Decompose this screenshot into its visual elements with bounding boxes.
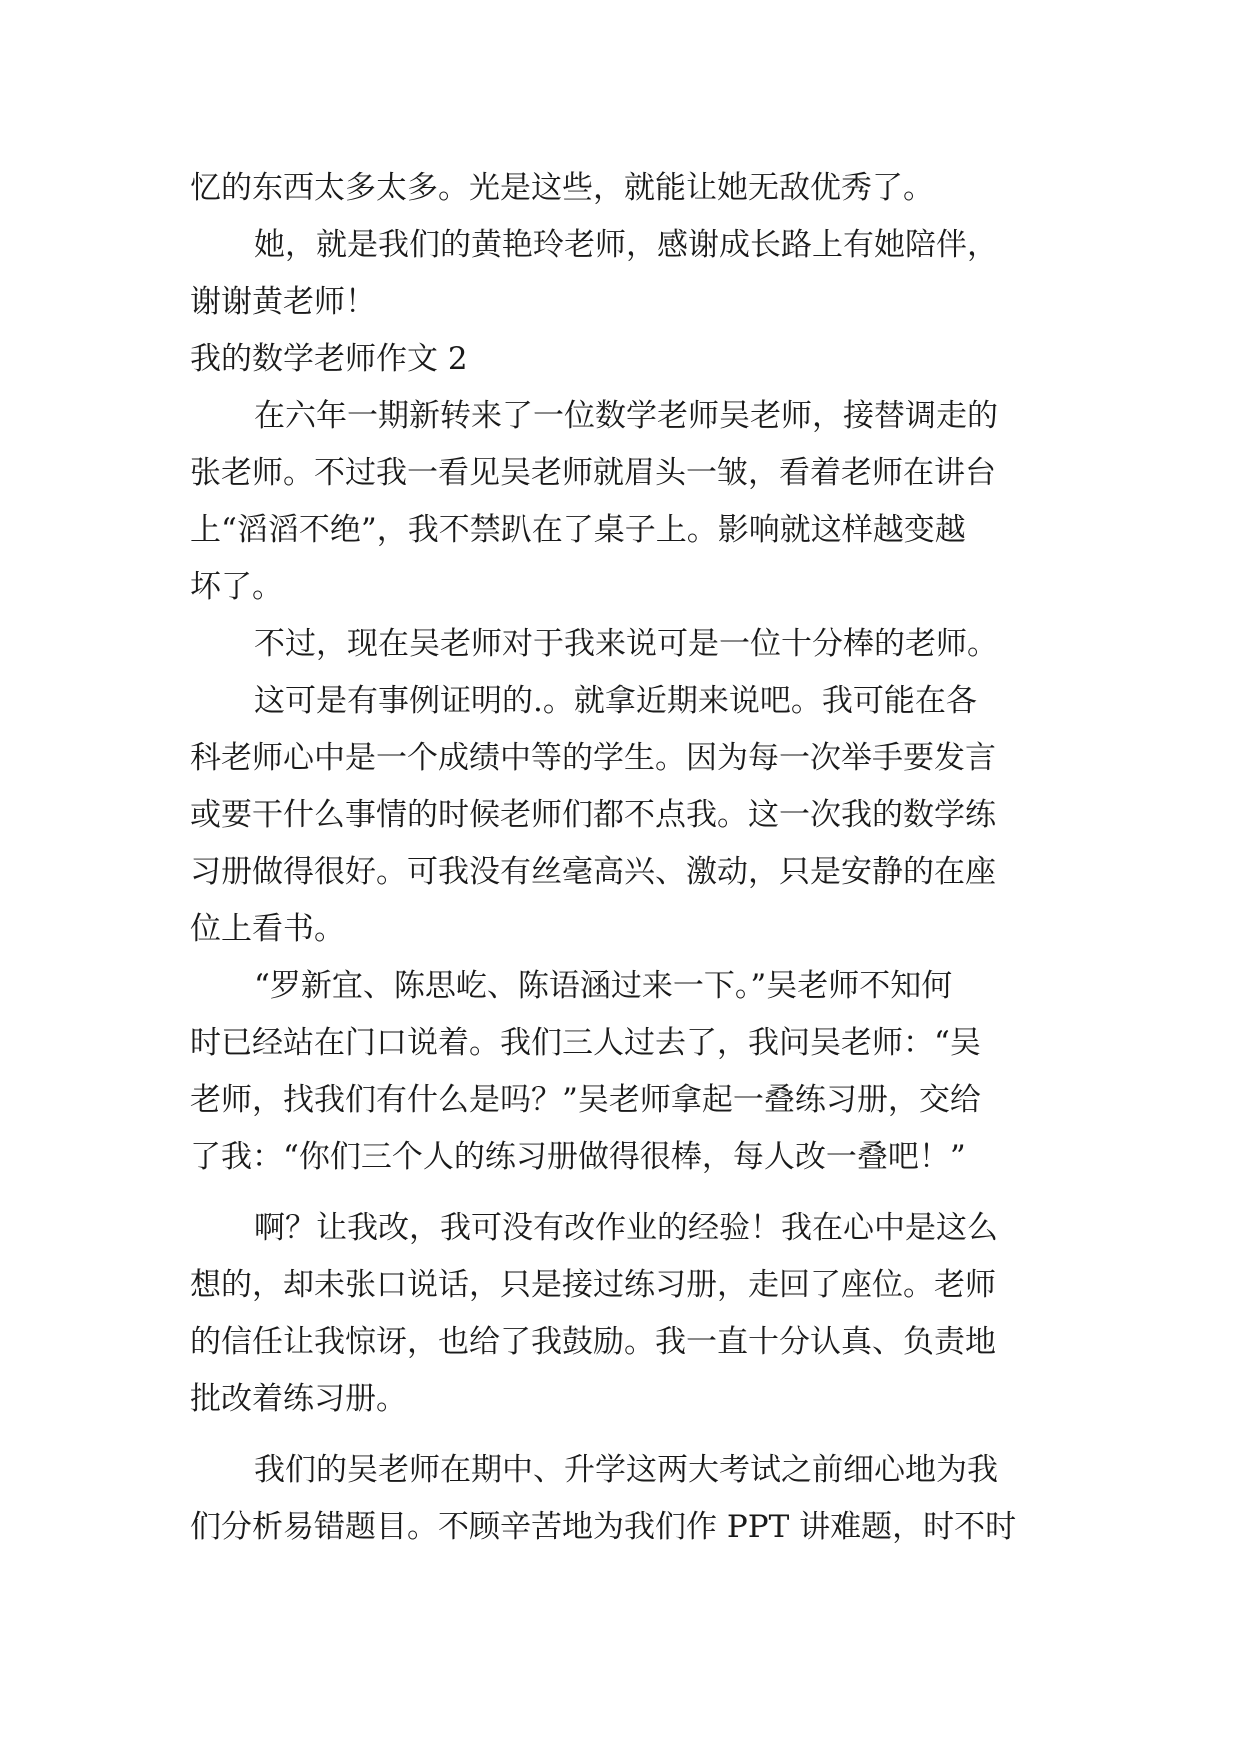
text-line: 她，就是我们的黄艳玲老师，感谢成长路上有她陪伴， — [254, 227, 998, 263]
text-line: “罗新宜、陈思屹、陈语涵过来一下。”吴老师不知何 — [254, 968, 953, 1004]
text-line: 科老师心中是一个成绩中等的学生。因为每一次举手要发言 — [190, 740, 996, 776]
section-title: 我的数学老师作文 2 — [190, 341, 468, 377]
text-line: 想的，却未张口说话，只是接过练习册，走回了座位。老师 — [190, 1267, 996, 1303]
text-line: 我们的吴老师在期中、升学这两大考试之前细心地为我 — [254, 1452, 998, 1488]
text-line: 坏了。 — [190, 569, 283, 605]
text-line: 在六年一期新转来了一位数学老师吴老师，接替调走的 — [254, 398, 998, 434]
text-line: 上“滔滔不绝”，我不禁趴在了桌子上。影响就这样越变越 — [190, 512, 966, 548]
text-line: 老师，找我们有什么是吗？”吴老师拿起一叠练习册，交给 — [190, 1082, 981, 1118]
text-line: 忆的东西太多太多。光是这些，就能让她无敌优秀了。 — [190, 170, 934, 206]
text-line: 不过，现在吴老师对于我来说可是一位十分棒的老师。 — [254, 626, 998, 662]
text-line: 张老师。不过我一看见吴老师就眉头一皱，看着老师在讲台 — [190, 455, 996, 491]
text-line: 批改着练习册。 — [190, 1381, 407, 1417]
text-line: 们分析易错题目。不顾辛苦地为我们作 PPT 讲难题，时不时 — [190, 1509, 1017, 1545]
text-line: 啊？让我改，我可没有改作业的经验！我在心中是这么 — [254, 1210, 998, 1246]
text-line: 习册做得很好。可我没有丝毫高兴、激动，只是安静的在座 — [190, 854, 996, 890]
text-line: 的信任让我惊讶，也给了我鼓励。我一直十分认真、负责地 — [190, 1324, 996, 1360]
text-line: 位上看书。 — [190, 911, 345, 947]
text-line: 这可是有事例证明的.。就拿近期来说吧。我可能在各 — [254, 683, 977, 719]
text-line: 谢谢黄老师！ — [190, 284, 376, 320]
text-line: 或要干什么事情的时候老师们都不点我。这一次我的数学练 — [190, 797, 996, 833]
text-line: 时已经站在门口说着。我们三人过去了，我问吴老师：“吴 — [190, 1025, 981, 1061]
text-line: 了我：“你们三个人的练习册做得很棒，每人改一叠吧！” — [190, 1139, 966, 1175]
